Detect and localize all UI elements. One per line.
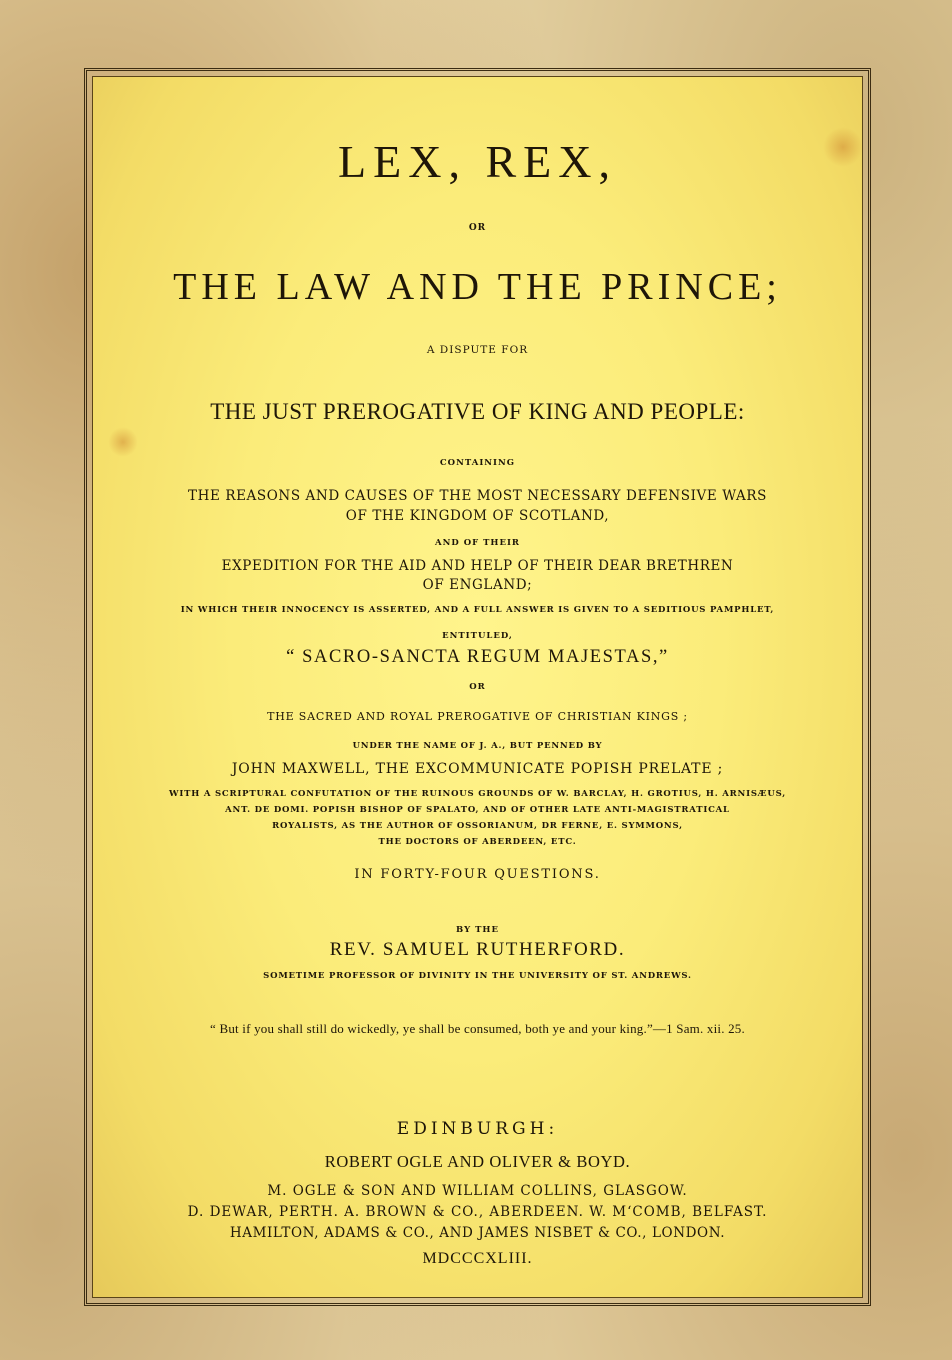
entituled-line: ENTITULED,	[442, 631, 513, 641]
imprint-agents-1: M. OGLE & SON AND WILLIAM COLLINS, GLASGOW.	[267, 1183, 688, 1199]
reasons-line-1: THE REASONS AND CAUSES OF THE MOST NECESSARY DEFENSIVE WARS	[188, 488, 767, 504]
scriptural-line-1: WITH A SCRIPTURAL CONFUTATION OF THE RUINOUS GROUNDS OF W. BARCLAY, H. GROTIUS, H. ARNISÆUS,	[169, 789, 786, 799]
stain	[108, 427, 138, 457]
imprint-publisher: ROBERT OGLE AND OLIVER & BOYD.	[324, 1152, 631, 1171]
just-prerogative-line: THE JUST PREROGATIVE OF KING AND PEOPLE:	[210, 399, 745, 424]
by-the-line: BY THE	[456, 925, 499, 935]
reasons-line-2: OF THE KINGDOM OF SCOTLAND,	[345, 508, 610, 524]
author-name: REV. SAMUEL RUTHERFORD.	[329, 939, 626, 960]
sacro-sancta-title: “ SACRO-SANCTA REGUM MAJESTAS,”	[286, 647, 669, 667]
forty-four-questions: IN FORTY-FOUR QUESTIONS.	[354, 867, 601, 882]
imprint-agents-2: D. DEWAR, PERTH. A. BROWN & CO., ABERDEEN. W. M‘COMB, BELFAST.	[187, 1204, 768, 1220]
in-which-line: IN WHICH THEIR INNOCENCY IS ASSERTED, AND A FULL ANSWER IS GIVEN TO A SEDITIOUS PAMPHLET,	[180, 605, 775, 615]
scriptural-line-2: ANT. DE DOMI. POPISH BISHOP OF SPALATO, AND OF OTHER LATE ANTI-MAGISTRATICAL	[225, 805, 730, 815]
scriptural-line-4: THE DOCTORS OF ABERDEEN, ETC.	[378, 837, 577, 847]
title-subtitle: THE LAW AND THE PRINCE;	[173, 266, 782, 308]
expedition-line-1: EXPEDITION FOR THE AID AND HELP OF THEIR DEAR BRETHREN	[221, 558, 734, 574]
containing-line: CONTAINING	[439, 458, 516, 468]
and-of-their-line: AND OF THEIR	[435, 538, 520, 548]
title-page	[92, 76, 863, 1298]
expedition-line-2: OF ENGLAND;	[422, 577, 533, 593]
sacred-royal-line: THE SACRED AND ROYAL PREROGATIVE OF CHRISTIAN KINGS ;	[267, 710, 688, 723]
under-name-line: UNDER THE NAME OF J. A., BUT PENNED BY	[352, 741, 603, 751]
imprint-year: MDCCCXLIII.	[422, 1250, 533, 1267]
dispute-line: A DISPUTE FOR	[426, 344, 529, 356]
or-connector: OR	[468, 223, 487, 233]
imprint-city: EDINBURGH:	[396, 1119, 559, 1139]
or-connector-2: OR	[469, 682, 486, 692]
imprint-agents-3: HAMILTON, ADAMS & CO., AND JAMES NISBET & CO., LONDON.	[229, 1225, 726, 1241]
epigraph: “ But if you shall still do wickedly, ye shall be consumed, both ye and your king.”—1 Sam. xii. 25.	[210, 1021, 745, 1036]
scriptural-line-3: ROYALISTS, AS THE AUTHOR OF OSSORIANUM, DR FERNE, E. SYMMONS,	[272, 821, 683, 831]
john-maxwell-line: JOHN MAXWELL, THE EXCOMMUNICATE POPISH PRELATE ;	[231, 761, 724, 777]
author-title: SOMETIME PROFESSOR OF DIVINITY IN THE UNIVERSITY OF ST. ANDREWS.	[263, 971, 692, 981]
title-main: LEX, REX,	[338, 136, 617, 187]
